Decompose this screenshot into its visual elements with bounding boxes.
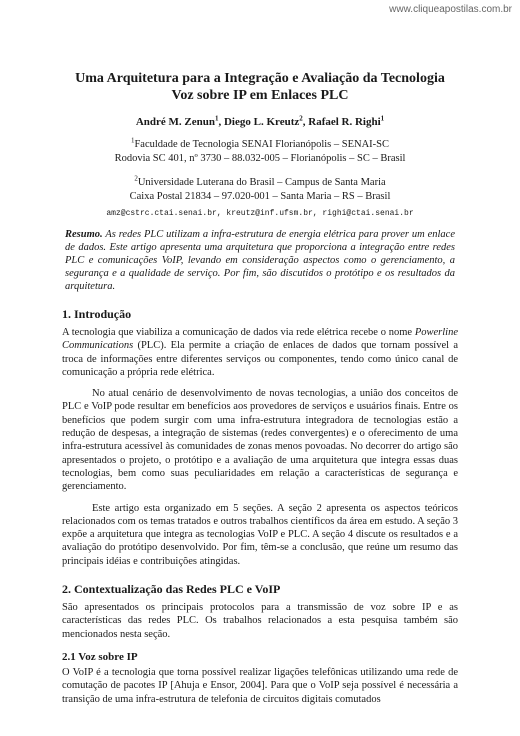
- section-heading-context: 2. Contextualização das Redes PLC e VoIP: [62, 582, 281, 597]
- affiliation-line: Faculdade de Tecnologia SENAI Florianópolis – SENAI-SC: [134, 139, 390, 150]
- paper-title: [62, 70, 458, 104]
- title-line-2: Voz sobre IP em Enlaces PLC: [171, 88, 349, 103]
- affiliation-mark: 1: [130, 136, 135, 145]
- paragraph-text: A tecnologia que viabiliza a comunicação de dados via rede elétrica recebe o nome: [62, 327, 415, 338]
- author-affil-mark: 1: [214, 114, 219, 123]
- abstract-label: Resumo.: [65, 229, 103, 240]
- paragraph: No atual cenário de desenvolvimento de novas tecnologias, a união dos conceitos de PLC e VoIP pode resultar em benefícios aos provedores de serviços e usuários finais. Entre os benefícios que podem surgir com uma infra-estrutura integradora de tecnologias estão a redução de despesas, a integração de sistemas (redes convergentes) e o oferecimento de uma infra-estrutura acessível às comunidades de zonas menos povoadas. No decorrer do artigo são apresentados o projeto, o protótipo e a avaliação de uma arquitetura que integra essas duas tecnologias, bem como suas peculiaridades em relação a características de segurança e gerenciamento.: [62, 388, 458, 493]
- author-affil-mark: 1: [380, 114, 385, 123]
- title-line-1: Uma Arquitetura para a Integração e Avaliação da Tecnologia: [75, 71, 445, 86]
- affiliation-line: Universidade Luterana do Brasil – Campus de Santa Maria: [137, 177, 386, 188]
- abstract-text: As redes PLC utilizam a infra-estrutura de energia elétrica para prover um enlace de dados. Este artigo apresenta uma arquitetura que proporciona a integração entre redes PLC e comunicações VoIP, levando em consideração aspectos como o gerenciamento, a segurança e a qualidade de serviço. Por fim, são discutidos o protótipo e os resultados da arquitetura.: [65, 229, 455, 292]
- affiliation-mark: 2: [134, 174, 138, 183]
- section-heading-introduction: 1. Introdução: [62, 307, 132, 321]
- paragraph: O VoIP é a tecnologia que torna possível realizar ligações telefônicas utilizando uma rede de comutação de pacotes IP [Ahuja e Ensor, 2004]. Para que o VoIP seja possível é necessária a transição de uma infra-estrutura de telefonia de circuitos digitais comutados: [62, 666, 458, 705]
- affiliation-2: [62, 176, 458, 204]
- paragraph-text: (PLC). Ela permite a criação de enlaces de dados que tornam possível a troca de informações entre diferentes serviços ou componentes, tendo como único canal de comunicação a própria rede elétrica.: [62, 340, 458, 378]
- affiliation-address: Caixa Postal 21834 – 97.020-001 – Santa Maria – RS – Brasil: [129, 191, 391, 202]
- abstract: [62, 228, 458, 293]
- paragraph: [62, 326, 458, 379]
- author-name: André M. Zenun: [135, 116, 215, 128]
- author-list: André M. Zenun$^1$, Diego L. Kreutz$^2$, Rafael R. Righi$^1$: [135, 114, 385, 128]
- paragraph: São apresentados os principais protocolos para a transmissão de voz sobre IP e as características das redes PLC. Os trabalhos relacionados a esta pesquisa também são mencionados nesta seção.: [62, 602, 458, 640]
- subsection-heading-voip: 2.1 Voz sobre IP: [62, 650, 138, 663]
- author-name: Rafael R. Righi: [308, 116, 381, 128]
- watermark: www.cliqueapostilas.com.br: [389, 4, 512, 15]
- paragraph: Este artigo esta organizado em 5 seções. A seção 2 apresenta os aspectos teóricos relacionados com os temas tratados e outros trabalhos científicos da área em estudo. A seção 3 expõe a arquitetura que integra as tecnologias VoIP e PLC. A seção 4 discute os resultados e a avaliação do protótipo desenvolvido. Por fim, têm-se a conclusão, que reúne um resumo das principais idéias e contribuições atingidas.: [62, 502, 458, 567]
- paper-page: [62, 70, 458, 706]
- affiliation-address: Rodovia SC 401, nº 3730 – 88.032-005 – Florianópolis – SC – Brasil: [114, 153, 406, 164]
- author-emails: amz@cstrc.ctai.senai.br, kreutz@inf.ufsm.br, righi@ctai.senai.br: [106, 209, 414, 218]
- affiliation-1: [62, 138, 458, 166]
- paragraph-italic-term: Powerline Communications: [62, 327, 458, 352]
- author-name: Diego L. Kreutz: [223, 116, 300, 128]
- author-affil-mark: 2: [299, 114, 303, 123]
